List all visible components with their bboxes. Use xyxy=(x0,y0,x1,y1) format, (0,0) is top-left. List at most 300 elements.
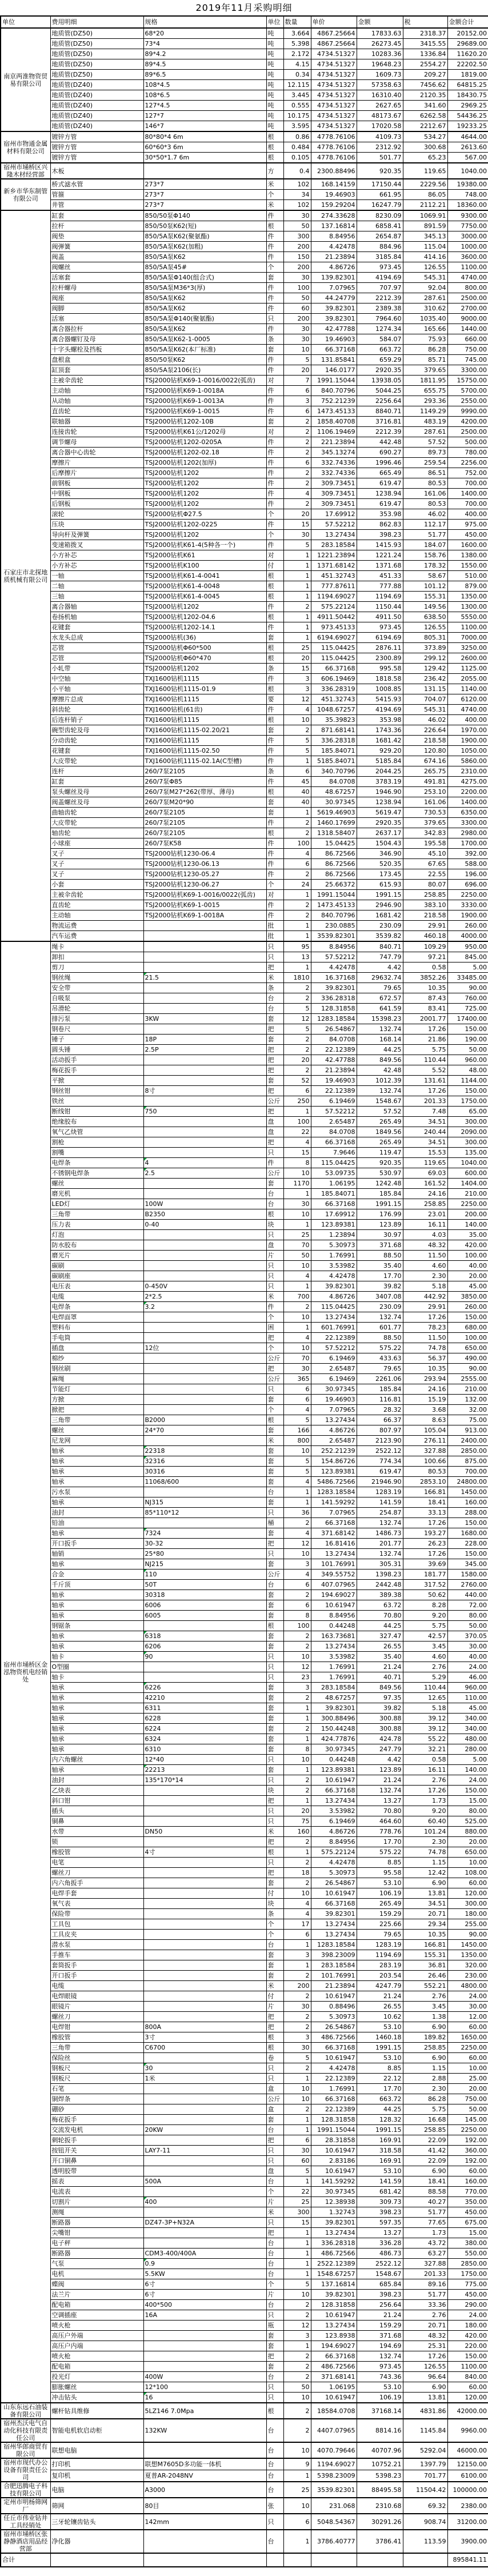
amount-cell[interactable]: 663.72 xyxy=(357,345,403,355)
total-cell[interactable]: 192.00 xyxy=(447,2156,488,2166)
price-cell[interactable]: 283.18584 xyxy=(311,540,357,550)
spec-cell[interactable]: 联想M7605D多功能一体机 xyxy=(143,2458,266,2470)
spec-cell[interactable]: 6311 xyxy=(143,1703,266,1714)
total-cell[interactable]: 879.00 xyxy=(447,581,488,592)
item-cell[interactable]: 麻绳 xyxy=(50,1374,143,1384)
unit-cell[interactable]: 把 xyxy=(266,1539,283,1549)
price-cell[interactable]: 4407.07965 xyxy=(311,2419,357,2442)
price-cell[interactable]: 22.12389 xyxy=(311,2104,357,2115)
tax-cell[interactable]: 5.75 xyxy=(403,2104,447,2115)
spec-cell[interactable]: 6324 xyxy=(143,1734,266,1744)
spec-cell[interactable]: TXJ1600钻机1115-02.1A(C型槽) xyxy=(143,756,266,766)
price-cell[interactable]: 19.46903 xyxy=(311,334,357,345)
total-cell[interactable]: 745.00 xyxy=(447,355,488,365)
item-cell[interactable]: 三角带 xyxy=(50,1415,143,1425)
qty-cell[interactable]: 2 xyxy=(283,1786,311,1796)
price-cell[interactable]: 4734.51327 xyxy=(311,70,357,80)
unit-cell[interactable]: 个 xyxy=(266,509,283,520)
tax-cell[interactable]: 96.64 xyxy=(403,2372,447,2382)
spec-cell[interactable]: 73*4 xyxy=(143,39,266,49)
spec-cell[interactable]: TSJ2000钻机Φ60*500 xyxy=(143,643,266,653)
spec-cell[interactable]: 850/5A泵K62(本厂标准) xyxy=(143,345,266,355)
qty-cell[interactable]: 1 xyxy=(283,1107,311,1117)
spec-cell[interactable]: 2.5 xyxy=(143,1168,266,1179)
amount-cell[interactable]: 1242.48 xyxy=(357,1179,403,1189)
qty-cell[interactable]: 10.175 xyxy=(283,111,311,121)
item-cell[interactable]: 保险带 xyxy=(50,1909,143,1919)
tax-cell[interactable]: 442.92 xyxy=(403,1292,447,1302)
amount-cell[interactable]: 21.24 xyxy=(357,1662,403,1672)
qty-cell[interactable]: 20 xyxy=(283,365,311,376)
amount-cell[interactable]: 2256.64 xyxy=(357,396,403,406)
tax-cell[interactable]: 16.11 xyxy=(403,1765,447,1775)
tax-cell[interactable]: 101.12 xyxy=(403,581,447,592)
tax-cell[interactable]: 181.77 xyxy=(403,1569,447,1580)
unit-cell[interactable]: 卷 xyxy=(266,2053,283,2063)
qty-cell[interactable]: 75 xyxy=(283,1816,311,1827)
price-cell[interactable]: 10.61947 xyxy=(311,2146,357,2156)
qty-cell[interactable]: 700 xyxy=(283,1292,311,1302)
tax-cell[interactable]: 2229.56 xyxy=(403,179,447,190)
price-cell[interactable]: 13.27434 xyxy=(311,2228,357,2238)
spec-cell[interactable]: 0-40 xyxy=(143,1220,266,1230)
tax-cell[interactable]: 534.27 xyxy=(403,131,447,142)
total-cell[interactable]: 2250.00 xyxy=(447,2043,488,2053)
qty-cell[interactable]: 1 xyxy=(283,962,311,973)
amount-cell[interactable]: 433.63 xyxy=(357,1353,403,1364)
total-cell[interactable]: 132.00 xyxy=(447,1395,488,1405)
unit-cell[interactable]: 公斤 xyxy=(266,1353,283,1364)
amount-cell[interactable]: 641.59 xyxy=(357,1004,403,1014)
price-cell[interactable]: 606.19469 xyxy=(311,674,357,684)
amount-cell[interactable]: 685.84 xyxy=(357,2279,403,2290)
qty-cell[interactable]: 15 xyxy=(283,664,311,674)
price-cell[interactable]: 19.46903 xyxy=(311,1076,357,1086)
unit-cell[interactable]: 只 xyxy=(266,2514,283,2530)
spec-cell[interactable]: 89*4.2 xyxy=(143,49,266,59)
qty-cell[interactable]: 1 xyxy=(283,1847,311,1858)
total-cell[interactable]: 3850.00 xyxy=(447,1292,488,1302)
qty-cell[interactable]: 5 xyxy=(283,1456,311,1467)
unit-cell[interactable]: 台 xyxy=(266,1199,283,1209)
tax-cell[interactable]: 36.81 xyxy=(403,1960,447,1971)
amount-cell[interactable]: 353.98 xyxy=(357,509,403,520)
amount-cell[interactable]: 4911.50 xyxy=(357,612,403,622)
amount-cell[interactable]: 13.27 xyxy=(357,2228,403,2238)
qty-cell[interactable]: 2 xyxy=(283,993,311,1004)
tax-cell[interactable]: 460.18 xyxy=(403,931,447,942)
total-cell[interactable]: 1900.00 xyxy=(447,910,488,921)
total-cell[interactable]: 450.00 xyxy=(447,2207,488,2218)
total-cell[interactable]: 48.00 xyxy=(447,1065,488,1076)
item-cell[interactable]: 叉子 xyxy=(50,869,143,880)
item-cell[interactable]: 螺丝刀 xyxy=(50,2012,143,2022)
item-cell[interactable]: 平掀 xyxy=(50,1076,143,1086)
unit-cell[interactable]: 米 xyxy=(266,973,283,983)
tax-cell[interactable]: 0.58 xyxy=(403,962,447,973)
amount-cell[interactable]: 2637.17 xyxy=(357,828,403,838)
item-cell[interactable]: 铁丝 xyxy=(50,1096,143,1107)
unit-cell[interactable]: 只 xyxy=(266,2074,283,2084)
price-cell[interactable]: 4.86726 xyxy=(311,1827,357,1837)
spec-cell[interactable]: 850/5A泵45# xyxy=(143,262,266,273)
tax-cell[interactable]: 8.28 xyxy=(403,1600,447,1611)
price-cell[interactable]: 123.89381 xyxy=(311,1765,357,1775)
total-cell[interactable]: 775.00 xyxy=(447,2279,488,2290)
unit-cell[interactable]: 件 xyxy=(266,910,283,921)
tax-cell[interactable]: 46.02 xyxy=(403,715,447,725)
unit-cell[interactable]: 把 xyxy=(266,2012,283,2022)
unit-cell[interactable]: 只 xyxy=(266,2063,283,2074)
unit-cell[interactable]: 只 xyxy=(266,1662,283,1672)
item-cell[interactable]: 轴卡 xyxy=(50,1652,143,1662)
price-cell[interactable]: 345.13274 xyxy=(311,448,357,458)
total-cell[interactable]: 9300.00 xyxy=(447,210,488,221)
qty-cell[interactable]: 2 xyxy=(283,2310,311,2321)
unit-cell[interactable]: 只 xyxy=(266,1672,283,1683)
amount-cell[interactable]: 4194.69 xyxy=(357,705,403,715)
unit-cell[interactable]: 套 xyxy=(266,1035,283,1045)
amount-cell[interactable]: 318.58 xyxy=(357,2146,403,2156)
spec-cell[interactable]: 12位 xyxy=(143,1343,266,1353)
amount-cell[interactable]: 88.50 xyxy=(357,1333,403,1343)
spec-cell[interactable]: TSJ2000钻机1230-06.27 xyxy=(143,880,266,890)
tax-cell[interactable]: 58.67 xyxy=(403,571,447,581)
unit-cell[interactable]: 根 xyxy=(266,581,283,592)
price-cell[interactable]: 185.84071 xyxy=(311,746,357,756)
item-cell[interactable]: 主动轴 xyxy=(50,910,143,921)
amount-cell[interactable]: 300.88 xyxy=(357,1724,403,1734)
spec-cell[interactable] xyxy=(143,2321,266,2331)
tax-cell[interactable]: 9.20 xyxy=(403,1611,447,1621)
total-cell[interactable]: 50.00 xyxy=(447,1045,488,1055)
qty-cell[interactable]: 1 xyxy=(283,1796,311,1806)
total-cell[interactable]: 500.00 xyxy=(447,437,488,448)
unit-cell[interactable]: 块 xyxy=(266,1786,283,1796)
total-cell[interactable]: 255.00 xyxy=(447,1919,488,1930)
tax-cell[interactable]: 2318.37 xyxy=(403,28,447,39)
item-cell[interactable]: 磨光片 xyxy=(50,1251,143,1261)
total-cell[interactable]: 2700.00 xyxy=(447,303,488,314)
tax-cell[interactable]: 26.23 xyxy=(403,1539,447,1549)
item-cell[interactable]: 轴卡 xyxy=(50,1672,143,1683)
amount-cell[interactable]: 106.19 xyxy=(357,1888,403,1899)
tax-cell[interactable]: 638.50 xyxy=(403,612,447,622)
item-cell[interactable]: 离合器螺钉及母 xyxy=(50,334,143,345)
qty-cell[interactable]: 2 xyxy=(283,478,311,489)
qty-cell[interactable]: 2 xyxy=(283,1518,311,1528)
unit-cell[interactable]: 件 xyxy=(266,1302,283,1312)
price-cell[interactable]: 332.74336 xyxy=(311,458,357,468)
qty-cell[interactable]: 3 xyxy=(283,1950,311,1960)
item-cell[interactable]: 轴承 xyxy=(50,1765,143,1775)
price-cell[interactable]: 6.19469 xyxy=(311,1816,357,1827)
qty-cell[interactable]: 12 xyxy=(283,1014,311,1024)
price-cell[interactable]: 13.27434 xyxy=(311,1642,357,1652)
spec-cell[interactable] xyxy=(143,1364,266,1374)
qty-cell[interactable]: 1 xyxy=(283,1940,311,1950)
price-cell[interactable]: 21.23894 xyxy=(311,1065,357,1076)
tax-cell[interactable]: 65.23 xyxy=(403,153,447,163)
unit-cell[interactable]: 台 xyxy=(266,2176,283,2187)
price-cell[interactable]: 194.69027 xyxy=(311,1590,357,1600)
unit-cell[interactable]: 根 xyxy=(266,131,283,142)
unit-cell[interactable]: 套 xyxy=(266,1960,283,1971)
total-cell[interactable]: 1400.00 xyxy=(447,489,488,499)
total-cell[interactable]: 1680.00 xyxy=(447,1528,488,1539)
tax-cell[interactable]: 23.01 xyxy=(403,1209,447,1220)
tax-cell[interactable]: 0.58 xyxy=(403,1755,447,1765)
amount-cell[interactable]: 39.82 xyxy=(357,1703,403,1714)
spec-cell[interactable] xyxy=(143,2331,266,2341)
amount-cell[interactable]: 168.14 xyxy=(357,1035,403,1045)
spec-cell[interactable] xyxy=(143,1024,266,1035)
spec-cell[interactable]: 3.2 xyxy=(143,1302,266,1312)
unit-cell[interactable]: 只 xyxy=(266,1816,283,1827)
amount-cell[interactable]: 2212.39 xyxy=(357,427,403,437)
qty-cell[interactable]: 6 xyxy=(283,1086,311,1096)
total-cell[interactable]: 440.00 xyxy=(447,1590,488,1600)
unit-cell[interactable]: 把 xyxy=(266,2351,283,2362)
amount-cell[interactable]: 128.32 xyxy=(357,2115,403,2125)
price-cell[interactable]: 4778.76106 xyxy=(311,142,357,153)
price-cell[interactable]: 10.61947 xyxy=(311,1600,357,1611)
item-cell[interactable]: 缸顶套 xyxy=(50,365,143,376)
tax-cell[interactable]: 483.19 xyxy=(403,417,447,427)
item-cell[interactable]: 地质管(DZ50) xyxy=(50,49,143,59)
item-cell[interactable]: 阀盖 xyxy=(50,252,143,262)
tax-cell[interactable]: 39.69 xyxy=(403,1559,447,1569)
total-cell[interactable]: 525.00 xyxy=(447,1816,488,1827)
qty-cell[interactable]: 6 xyxy=(283,458,311,468)
qty-cell[interactable]: 1 xyxy=(283,1189,311,1199)
amount-cell[interactable]: 265.49 xyxy=(357,1137,403,1148)
amount-cell[interactable]: 3185.84 xyxy=(357,252,403,262)
total-cell[interactable]: 290.00 xyxy=(447,2300,488,2310)
unit-cell[interactable]: 条 xyxy=(266,983,283,993)
total-cell[interactable]: 150.00 xyxy=(447,1549,488,1559)
price-cell[interactable]: 13.27434 xyxy=(311,2321,357,2331)
unit-cell[interactable]: 套 xyxy=(266,1683,283,1693)
total-cell[interactable]: 845.00 xyxy=(447,952,488,962)
spec-cell[interactable]: TSJ2000钻机1202 xyxy=(143,499,266,509)
tax-cell[interactable]: 32.21 xyxy=(403,1744,447,1755)
qty-cell[interactable]: 5 xyxy=(283,355,311,365)
tax-cell[interactable]: 56.37 xyxy=(403,1353,447,1364)
unit-cell[interactable]: 把 xyxy=(266,2022,283,2032)
total-cell[interactable]: 300.00 xyxy=(447,1117,488,1127)
total-cell[interactable]: 300.00 xyxy=(447,1137,488,1148)
qty-cell[interactable]: 3 xyxy=(283,1683,311,1693)
total-cell[interactable]: 350.00 xyxy=(447,2197,488,2207)
tax-cell[interactable]: 545.31 xyxy=(403,705,447,715)
spec-cell[interactable]: TXJ1600钻机1115-02.50 xyxy=(143,746,266,756)
price-cell[interactable]: 231.068 xyxy=(311,2498,357,2514)
item-cell[interactable]: 棉纱 xyxy=(50,1353,143,1364)
qty-cell[interactable]: 4 xyxy=(283,705,311,715)
tax-cell[interactable]: 3.45 xyxy=(403,2002,447,2012)
amount-cell[interactable]: 672.57 xyxy=(357,993,403,1004)
price-cell[interactable]: 3539.82301 xyxy=(311,931,357,942)
amount-cell[interactable]: 2310.68 xyxy=(357,2498,403,2514)
tax-cell[interactable]: 45.10 xyxy=(403,849,447,859)
grand-total-label[interactable]: 合计 xyxy=(1,2553,50,2567)
qty-cell[interactable]: 1 xyxy=(283,1714,311,1724)
spec-cell[interactable] xyxy=(143,1621,266,1631)
tax-cell[interactable]: 119.65 xyxy=(403,1158,447,1168)
amount-cell[interactable]: 1991.15 xyxy=(357,2125,403,2135)
price-cell[interactable]: 336.28318 xyxy=(311,2238,357,2248)
qty-cell[interactable]: 5 xyxy=(283,1467,311,1477)
total-cell[interactable]: 760.00 xyxy=(447,993,488,1004)
spec-cell[interactable]: 6005 xyxy=(143,1611,266,1621)
total-cell[interactable]: 288.00 xyxy=(447,1508,488,1518)
item-cell[interactable]: 内六角扳手 xyxy=(50,1878,143,1888)
unit-cell[interactable]: 台 xyxy=(266,2238,283,2248)
spec-cell[interactable]: 273*7 xyxy=(143,179,266,190)
total-cell[interactable]: 7000.00 xyxy=(447,633,488,643)
item-cell[interactable]: 后连杆销子 xyxy=(50,715,143,725)
item-cell[interactable]: 小轧带 xyxy=(50,664,143,674)
price-cell[interactable]: 4734.51327 xyxy=(311,49,357,59)
tax-cell[interactable]: 88.58 xyxy=(403,2187,447,2197)
tax-cell[interactable]: 2.30 xyxy=(403,1837,447,1847)
spec-cell[interactable] xyxy=(143,993,266,1004)
unit-cell[interactable]: 只 xyxy=(266,1271,283,1281)
tax-cell[interactable]: 379.65 xyxy=(403,365,447,376)
spec-cell[interactable]: 68*20 xyxy=(143,28,266,39)
qty-cell[interactable]: 5 xyxy=(283,1415,311,1425)
total-cell[interactable]: 950.00 xyxy=(447,941,488,952)
tax-cell[interactable]: 891.59 xyxy=(403,221,447,231)
tax-cell[interactable]: 8.63 xyxy=(403,1415,447,1425)
item-cell[interactable]: 吊滑轮 xyxy=(50,1004,143,1014)
total-cell[interactable]: 1050.00 xyxy=(447,746,488,756)
unit-cell[interactable]: 件 xyxy=(266,777,283,787)
qty-cell[interactable]: 23 xyxy=(283,1672,311,1683)
price-cell[interactable]: 30.97345 xyxy=(311,1744,357,1755)
price-cell[interactable]: 1548.67257 xyxy=(311,2269,357,2279)
tax-cell[interactable]: 1145.84 xyxy=(403,2419,447,2442)
amount-cell[interactable]: 1221.24 xyxy=(357,550,403,561)
tax-cell[interactable]: 74.78 xyxy=(403,1343,447,1353)
unit-cell[interactable]: 套 xyxy=(266,1765,283,1775)
unit-cell[interactable]: 套 xyxy=(266,345,283,355)
price-cell[interactable]: 8.84956 xyxy=(311,231,357,242)
spec-cell[interactable]: 80*80*4 6m xyxy=(143,131,266,142)
spec-cell[interactable]: 800A xyxy=(143,2022,266,2032)
price-cell[interactable]: 21.23894 xyxy=(311,252,357,262)
total-cell[interactable]: 75.00 xyxy=(447,1415,488,1425)
spec-cell[interactable] xyxy=(143,2442,266,2458)
item-cell[interactable]: 大皮带轮 xyxy=(50,756,143,766)
price-cell[interactable]: 252.21239 xyxy=(311,1446,357,1456)
price-cell[interactable]: 1858.40708 xyxy=(311,417,357,427)
price-cell[interactable]: 66.37168 xyxy=(311,1518,357,1528)
total-cell[interactable]: 18430.75 xyxy=(447,90,488,101)
spec-cell[interactable] xyxy=(143,1981,266,1991)
item-cell[interactable]: 透明胶带 xyxy=(50,2166,143,2176)
spec-cell[interactable] xyxy=(143,1065,266,1076)
amount-cell[interactable]: 1504.43 xyxy=(357,838,403,849)
item-cell[interactable]: 手推车 xyxy=(50,1950,143,1960)
price-cell[interactable]: 10.61947 xyxy=(311,2393,357,2403)
tax-cell[interactable]: 545.31 xyxy=(403,273,447,283)
spec-cell[interactable] xyxy=(143,1816,266,1827)
tax-cell[interactable]: 83.41 xyxy=(403,1004,447,1014)
spec-cell[interactable]: TSJ2000钻机1230-05.27 xyxy=(143,869,266,880)
price-cell[interactable]: 1221.23894 xyxy=(311,550,357,561)
amount-cell[interactable]: 1548.67 xyxy=(357,1096,403,1107)
unit-cell[interactable]: 件 xyxy=(266,324,283,334)
unit-cell[interactable]: 把 xyxy=(266,1086,283,1096)
spec-cell[interactable]: 850/5A泵K62 xyxy=(143,252,266,262)
tax-cell[interactable]: 345.13 xyxy=(403,231,447,242)
item-cell[interactable]: 硼砂 xyxy=(50,2104,143,2115)
spec-cell[interactable]: B2000 xyxy=(143,1415,266,1425)
amount-cell[interactable]: 995.58 xyxy=(357,664,403,674)
tax-cell[interactable]: 1.73 xyxy=(403,2228,447,2238)
spec-cell[interactable]: TSJ2000钻机1202(加厚) xyxy=(143,458,266,468)
qty-cell[interactable]: 10 xyxy=(283,2084,311,2094)
amount-cell[interactable]: 26.55 xyxy=(357,1642,403,1652)
price-cell[interactable]: 10.61947 xyxy=(311,2310,357,2321)
qty-cell[interactable]: 1 xyxy=(283,2470,311,2482)
total-cell[interactable]: 160.00 xyxy=(447,2176,488,2187)
empty-cell[interactable] xyxy=(357,2553,403,2567)
total-cell[interactable]: 770.00 xyxy=(447,2187,488,2197)
unit-cell[interactable]: 只 xyxy=(266,2393,283,2403)
spec-cell[interactable]: 850/5A泵K62 xyxy=(143,293,266,303)
company-cell[interactable]: 宿州市埇桥区兴隆木材经营部 xyxy=(1,163,50,179)
item-cell[interactable]: 小套 xyxy=(50,880,143,890)
tax-cell[interactable]: 18.41 xyxy=(403,1497,447,1508)
qty-cell[interactable]: 1 xyxy=(283,633,311,643)
spec-cell[interactable]: TSJ2000钻机K61公/1202母 xyxy=(143,427,266,437)
item-cell[interactable]: 轴承 xyxy=(50,1528,143,1539)
tax-cell[interactable]: 17.26 xyxy=(403,1518,447,1528)
amount-cell[interactable]: 17833.63 xyxy=(357,28,403,39)
tax-cell[interactable]: 10.35 xyxy=(403,1364,447,1374)
amount-cell[interactable]: 1238.94 xyxy=(357,797,403,808)
spec-cell[interactable]: 1米 xyxy=(143,2074,266,2084)
tax-cell[interactable]: 57.52 xyxy=(403,437,447,448)
price-cell[interactable]: 146.0177 xyxy=(311,365,357,376)
item-cell[interactable]: 配电箱 xyxy=(50,2300,143,2310)
qty-cell[interactable]: 10 xyxy=(283,2498,311,2514)
qty-cell[interactable]: 1 xyxy=(283,561,311,571)
spec-cell[interactable]: 850/5A泵K62 xyxy=(143,324,266,334)
unit-cell[interactable]: 米 xyxy=(266,1827,283,1837)
total-cell[interactable]: 10.00 xyxy=(447,2063,488,2074)
item-cell[interactable]: 三角带 xyxy=(50,2043,143,2053)
item-cell[interactable]: 中空轴 xyxy=(50,674,143,684)
tax-cell[interactable]: 201.33 xyxy=(403,1096,447,1107)
qty-cell[interactable]: 2 xyxy=(283,2022,311,2032)
tax-cell[interactable]: 166.81 xyxy=(403,1487,447,1497)
total-cell[interactable]: 6100.00 xyxy=(447,2470,488,2482)
price-cell[interactable]: 13.27434 xyxy=(311,530,357,540)
unit-cell[interactable]: 套 xyxy=(266,1611,283,1621)
total-cell[interactable]: 700.00 xyxy=(447,499,488,509)
price-cell[interactable]: 2522.12389 xyxy=(311,2259,357,2269)
item-cell[interactable]: 轴承 xyxy=(50,1456,143,1467)
amount-cell[interactable]: 690.27 xyxy=(357,448,403,458)
unit-cell[interactable]: 吨 xyxy=(266,111,283,121)
tax-cell[interactable]: 86.05 xyxy=(403,190,447,200)
total-cell[interactable]: 10.00 xyxy=(447,1858,488,1868)
amount-cell[interactable]: 747.79 xyxy=(357,952,403,962)
